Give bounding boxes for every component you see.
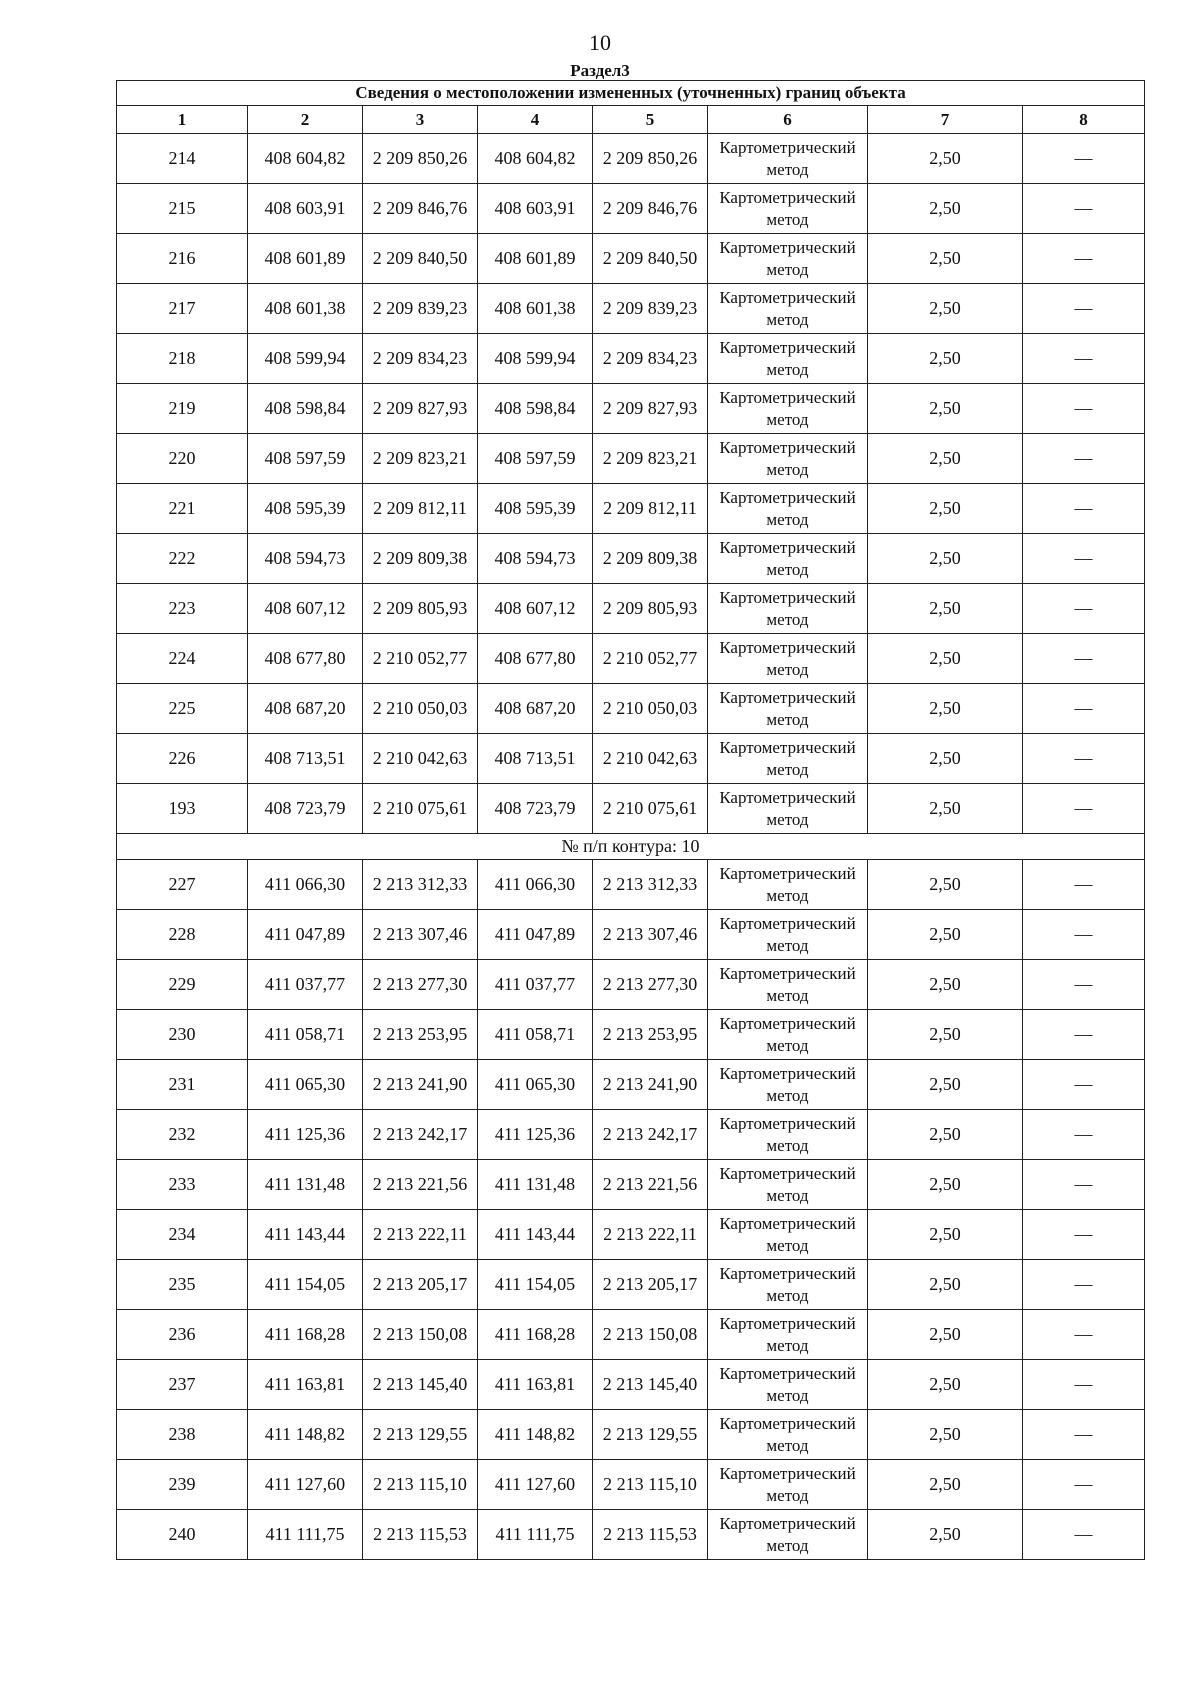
table-cell: Картометрический метод [708, 334, 868, 384]
table-cell: 223 [117, 584, 248, 634]
table-cell: 2 209 840,50 [593, 234, 708, 284]
table-cell: 408 603,91 [248, 184, 363, 234]
table-cell: 411 111,75 [478, 1510, 593, 1560]
table-cell: 408 595,39 [248, 484, 363, 534]
table-cell: 411 143,44 [478, 1210, 593, 1260]
table-cell: — [1023, 684, 1145, 734]
table-cell: 411 066,30 [248, 860, 363, 910]
table-row [117, 1460, 1145, 1510]
table-cell: 233 [117, 1160, 248, 1210]
column-header: 4 [478, 106, 593, 134]
table-cell: 2 213 150,08 [363, 1310, 478, 1360]
table-cell: — [1023, 334, 1145, 384]
table-cell: Картометрический метод [708, 1060, 868, 1110]
table-cell: 2 213 129,55 [593, 1410, 708, 1460]
table-cell: 193 [117, 784, 248, 834]
table-cell: 2 213 241,90 [593, 1060, 708, 1110]
table-cell: 2,50 [868, 910, 1023, 960]
table-cell: 408 607,12 [478, 584, 593, 634]
table-row [117, 184, 1145, 234]
table-cell: 411 065,30 [478, 1060, 593, 1110]
table-cell: 237 [117, 1360, 248, 1410]
table-cell: 221 [117, 484, 248, 534]
table-cell: 408 598,84 [248, 384, 363, 434]
table-row [117, 1210, 1145, 1260]
table-cell: 214 [117, 134, 248, 184]
table-cell: 408 598,84 [478, 384, 593, 434]
table-cell: 2 213 312,33 [593, 860, 708, 910]
table-cell: 408 601,38 [478, 284, 593, 334]
table-cell: 408 677,80 [248, 634, 363, 684]
table-cell: 2 209 809,38 [363, 534, 478, 584]
table-row [117, 1410, 1145, 1460]
table-cell: Картометрический метод [708, 134, 868, 184]
table-cell: — [1023, 784, 1145, 834]
table-cell: — [1023, 1160, 1145, 1210]
table-cell: 2 213 205,17 [593, 1260, 708, 1310]
table-cell: — [1023, 434, 1145, 484]
table-cell: 408 601,38 [248, 284, 363, 334]
table-cell: — [1023, 184, 1145, 234]
table-cell: Картометрический метод [708, 784, 868, 834]
table-cell: 2 213 253,95 [363, 1010, 478, 1060]
table-body [117, 134, 1145, 1560]
table-row [117, 684, 1145, 734]
table-cell: 2,50 [868, 334, 1023, 384]
table-cell: 219 [117, 384, 248, 434]
table-row [117, 384, 1145, 434]
table-cell: 2 209 846,76 [363, 184, 478, 234]
table-row [117, 860, 1145, 910]
column-header: 2 [248, 106, 363, 134]
column-header: 6 [708, 106, 868, 134]
column-header-row [117, 106, 1145, 134]
table-cell: Картометрический метод [708, 634, 868, 684]
table-cell: 2 209 809,38 [593, 534, 708, 584]
contour-row [117, 834, 1145, 860]
table-cell: Картометрический метод [708, 384, 868, 434]
table-cell: 2 213 221,56 [593, 1160, 708, 1210]
table-cell: Картометрический метод [708, 184, 868, 234]
table-cell: 2,50 [868, 484, 1023, 534]
table-cell: Картометрический метод [708, 1160, 868, 1210]
table-cell: 2,50 [868, 734, 1023, 784]
table-cell: 2 210 075,61 [593, 784, 708, 834]
table-cell: 408 723,79 [248, 784, 363, 834]
table-cell: 408 595,39 [478, 484, 593, 534]
table-cell: 2 213 205,17 [363, 1260, 478, 1310]
table-cell: — [1023, 534, 1145, 584]
table-row [117, 284, 1145, 334]
table-cell: — [1023, 734, 1145, 784]
table-cell: 238 [117, 1410, 248, 1460]
table-row [117, 484, 1145, 534]
table-cell: 222 [117, 534, 248, 584]
table-cell: — [1023, 860, 1145, 910]
table-row [117, 1360, 1145, 1410]
table-cell: — [1023, 134, 1145, 184]
table-cell: 2 210 042,63 [593, 734, 708, 784]
table-cell: Картометрический метод [708, 960, 868, 1010]
table-cell: — [1023, 1360, 1145, 1410]
table-cell: 2 210 042,63 [363, 734, 478, 784]
table-cell: 2 213 312,33 [363, 860, 478, 910]
table-cell: 240 [117, 1510, 248, 1560]
table-cell: 2,50 [868, 434, 1023, 484]
table-cell: 411 111,75 [248, 1510, 363, 1560]
table-cell: 2 213 221,56 [363, 1160, 478, 1210]
table-cell: 411 037,77 [478, 960, 593, 1010]
table-cell: 230 [117, 1010, 248, 1060]
table-cell: — [1023, 1260, 1145, 1310]
table-cell: 411 143,44 [248, 1210, 363, 1260]
table-cell: Картометрический метод [708, 484, 868, 534]
table-cell: Картометрический метод [708, 1410, 868, 1460]
table-cell: 411 148,82 [478, 1410, 593, 1460]
table-cell: Картометрический метод [708, 1260, 868, 1310]
table-cell: Картометрический метод [708, 1110, 868, 1160]
table-row [117, 1510, 1145, 1560]
table-cell: 2,50 [868, 1360, 1023, 1410]
table-row [117, 584, 1145, 634]
table-cell: 224 [117, 634, 248, 684]
table-cell: 408 601,89 [478, 234, 593, 284]
table-cell: 2 209 846,76 [593, 184, 708, 234]
table-cell: 411 163,81 [248, 1360, 363, 1410]
table-cell: 228 [117, 910, 248, 960]
table-cell: — [1023, 584, 1145, 634]
table-cell: 2 213 307,46 [363, 910, 478, 960]
table-cell: 2 213 222,11 [363, 1210, 478, 1260]
table-cell: 2 213 222,11 [593, 1210, 708, 1260]
table-cell: 2,50 [868, 1460, 1023, 1510]
table-cell: 227 [117, 860, 248, 910]
table-row [117, 960, 1145, 1010]
table-row [117, 1260, 1145, 1310]
table-cell: 2 210 050,03 [363, 684, 478, 734]
table-cell: 2 209 823,21 [363, 434, 478, 484]
table-cell: 2 209 812,11 [363, 484, 478, 534]
table-cell: 2 209 812,11 [593, 484, 708, 534]
table-cell: 220 [117, 434, 248, 484]
table-cell: 2 209 850,26 [363, 134, 478, 184]
table-cell: 2 209 839,23 [363, 284, 478, 334]
column-header: 7 [868, 106, 1023, 134]
table-row [117, 1110, 1145, 1160]
table-cell: 2 209 823,21 [593, 434, 708, 484]
table-cell: 411 125,36 [478, 1110, 593, 1160]
table-cell: 2,50 [868, 1110, 1023, 1160]
table-cell: Картометрический метод [708, 284, 868, 334]
table-cell: 411 037,77 [248, 960, 363, 1010]
table-cell: Картометрический метод [708, 1360, 868, 1410]
table-cell: 408 713,51 [478, 734, 593, 784]
table-cell: 2 213 307,46 [593, 910, 708, 960]
table-cell: 234 [117, 1210, 248, 1260]
table-cell: 2,50 [868, 1010, 1023, 1060]
contour-label: № п/п контура: 10 [117, 834, 1145, 860]
table-cell: 2 213 241,90 [363, 1060, 478, 1110]
table-cell: Картометрический метод [708, 1460, 868, 1510]
table-cell: 408 603,91 [478, 184, 593, 234]
table-cell: 411 125,36 [248, 1110, 363, 1160]
table-cell: 408 597,59 [478, 434, 593, 484]
table-cell: 408 594,73 [248, 534, 363, 584]
table-cell: Картометрический метод [708, 1310, 868, 1360]
table-cell: 2,50 [868, 634, 1023, 684]
table-cell: Картометрический метод [708, 1210, 868, 1260]
table-cell: 2 209 840,50 [363, 234, 478, 284]
table-row [117, 234, 1145, 284]
table-cell: 231 [117, 1060, 248, 1110]
table-cell: Картометрический метод [708, 910, 868, 960]
table-cell: 411 127,60 [478, 1460, 593, 1510]
table-cell: — [1023, 960, 1145, 1010]
table-row [117, 534, 1145, 584]
table-cell: 235 [117, 1260, 248, 1310]
table-cell: 2,50 [868, 534, 1023, 584]
table-cell: 411 047,89 [248, 910, 363, 960]
table-cell: 217 [117, 284, 248, 334]
table-cell: 408 599,94 [248, 334, 363, 384]
table-cell: — [1023, 384, 1145, 434]
table-cell: 2,50 [868, 860, 1023, 910]
table-cell: 411 148,82 [248, 1410, 363, 1460]
table-cell: 408 713,51 [248, 734, 363, 784]
table-cell: Картометрический метод [708, 684, 868, 734]
table-cell: 411 131,48 [478, 1160, 593, 1210]
table-cell: 2,50 [868, 784, 1023, 834]
table-row [117, 1060, 1145, 1110]
table-cell: 2 213 242,17 [363, 1110, 478, 1160]
table-cell: 411 154,05 [478, 1260, 593, 1310]
table-cell: 411 131,48 [248, 1160, 363, 1210]
table-cell: 408 601,89 [248, 234, 363, 284]
table-cell: 229 [117, 960, 248, 1010]
table-cell: — [1023, 910, 1145, 960]
boundary-coordinates-table [116, 80, 1145, 1560]
table-cell: — [1023, 1010, 1145, 1060]
table-cell: 2 209 827,93 [363, 384, 478, 434]
table-cell: 2,50 [868, 234, 1023, 284]
table-cell: Картометрический метод [708, 860, 868, 910]
table-cell: 2,50 [868, 1060, 1023, 1110]
table-cell: 2 209 834,23 [363, 334, 478, 384]
table-cell: 232 [117, 1110, 248, 1160]
table-cell: 2 213 253,95 [593, 1010, 708, 1060]
table-cell: 411 058,71 [248, 1010, 363, 1060]
table-cell: 2,50 [868, 1310, 1023, 1360]
table-cell: 2 213 145,40 [593, 1360, 708, 1410]
table-cell: 408 597,59 [248, 434, 363, 484]
table-cell: — [1023, 1210, 1145, 1260]
table-cell: 2,50 [868, 1510, 1023, 1560]
table-row [117, 1310, 1145, 1360]
table-cell: 2 213 242,17 [593, 1110, 708, 1160]
table-cell: 408 687,20 [478, 684, 593, 734]
table-cell: 411 168,28 [248, 1310, 363, 1360]
table-cell: 236 [117, 1310, 248, 1360]
table-row [117, 434, 1145, 484]
table-cell: 411 127,60 [248, 1460, 363, 1510]
table-cell: — [1023, 1410, 1145, 1460]
table-row [117, 334, 1145, 384]
table-cell: — [1023, 484, 1145, 534]
table-cell: 2 213 129,55 [363, 1410, 478, 1460]
table-cell: 2,50 [868, 584, 1023, 634]
table-row [117, 134, 1145, 184]
table-cell: — [1023, 1110, 1145, 1160]
table-cell: Картометрический метод [708, 734, 868, 784]
table-cell: 2 210 052,77 [593, 634, 708, 684]
table-cell: 408 687,20 [248, 684, 363, 734]
table-cell: 218 [117, 334, 248, 384]
table-cell: — [1023, 1060, 1145, 1110]
table-cell: 2 213 277,30 [363, 960, 478, 1010]
table-cell: 408 607,12 [248, 584, 363, 634]
table-cell: 2 213 115,53 [363, 1510, 478, 1560]
column-header: 1 [117, 106, 248, 134]
table-cell: 226 [117, 734, 248, 784]
table-cell: — [1023, 634, 1145, 684]
table-cell: Картометрический метод [708, 1010, 868, 1060]
table-cell: 2 210 050,03 [593, 684, 708, 734]
table-cell: 408 723,79 [478, 784, 593, 834]
table-cell: — [1023, 1310, 1145, 1360]
table-cell: 2,50 [868, 684, 1023, 734]
table-cell: 225 [117, 684, 248, 734]
table-cell: 408 604,82 [478, 134, 593, 184]
table-cell: Картометрический метод [708, 584, 868, 634]
table-cell: 2 213 115,10 [363, 1460, 478, 1510]
table-cell: 2,50 [868, 134, 1023, 184]
table-row [117, 1010, 1145, 1060]
table-cell: 2 209 827,93 [593, 384, 708, 434]
table-cell: 2 209 850,26 [593, 134, 708, 184]
table-cell: 411 163,81 [478, 1360, 593, 1410]
table-row [117, 734, 1145, 784]
table-caption-row [117, 81, 1145, 106]
table-cell: 411 154,05 [248, 1260, 363, 1310]
table-cell: 2 213 115,10 [593, 1460, 708, 1510]
table-cell: 2,50 [868, 384, 1023, 434]
page-number: 10 [589, 30, 611, 55]
table-cell: — [1023, 234, 1145, 284]
table-cell: 2,50 [868, 1160, 1023, 1210]
table-cell: — [1023, 1510, 1145, 1560]
table-row [117, 1160, 1145, 1210]
table-cell: 411 066,30 [478, 860, 593, 910]
table-cell: 2 213 145,40 [363, 1360, 478, 1410]
table-cell: 2,50 [868, 284, 1023, 334]
column-header: 5 [593, 106, 708, 134]
table-cell: 2 209 839,23 [593, 284, 708, 334]
table-cell: 2 210 052,77 [363, 634, 478, 684]
table-cell: 408 594,73 [478, 534, 593, 584]
column-header: 3 [363, 106, 478, 134]
table-cell: 2 209 805,93 [363, 584, 478, 634]
table-row [117, 634, 1145, 684]
table-cell: 239 [117, 1460, 248, 1510]
table-cell: 2 213 277,30 [593, 960, 708, 1010]
table-caption: Сведения о местоположении измененных (уточненных) границ объекта [117, 81, 1145, 106]
table-cell: 2,50 [868, 960, 1023, 1010]
table-cell: 2,50 [868, 1410, 1023, 1460]
table-cell: 411 065,30 [248, 1060, 363, 1110]
table-row [117, 784, 1145, 834]
table-cell: 408 604,82 [248, 134, 363, 184]
table-cell: 411 168,28 [478, 1310, 593, 1360]
table-cell: — [1023, 284, 1145, 334]
table-cell: 2,50 [868, 1260, 1023, 1310]
table-cell: — [1023, 1460, 1145, 1510]
table-cell: 411 058,71 [478, 1010, 593, 1060]
table-cell: 408 599,94 [478, 334, 593, 384]
column-header: 8 [1023, 106, 1145, 134]
table-cell: Картометрический метод [708, 234, 868, 284]
table-cell: Картометрический метод [708, 434, 868, 484]
table-cell: 2,50 [868, 1210, 1023, 1260]
table-cell: 2 209 834,23 [593, 334, 708, 384]
table-cell: 216 [117, 234, 248, 284]
table-cell: 411 047,89 [478, 910, 593, 960]
table-cell: Картометрический метод [708, 1510, 868, 1560]
table-cell: 2 213 115,53 [593, 1510, 708, 1560]
table-row [117, 910, 1145, 960]
table-cell: Картометрический метод [708, 534, 868, 584]
section-title: Раздел3 [570, 61, 630, 80]
table-cell: 2 209 805,93 [593, 584, 708, 634]
table-cell: 408 677,80 [478, 634, 593, 684]
table-cell: 2 213 150,08 [593, 1310, 708, 1360]
table-cell: 2 210 075,61 [363, 784, 478, 834]
table-cell: 215 [117, 184, 248, 234]
table-cell: 2,50 [868, 184, 1023, 234]
